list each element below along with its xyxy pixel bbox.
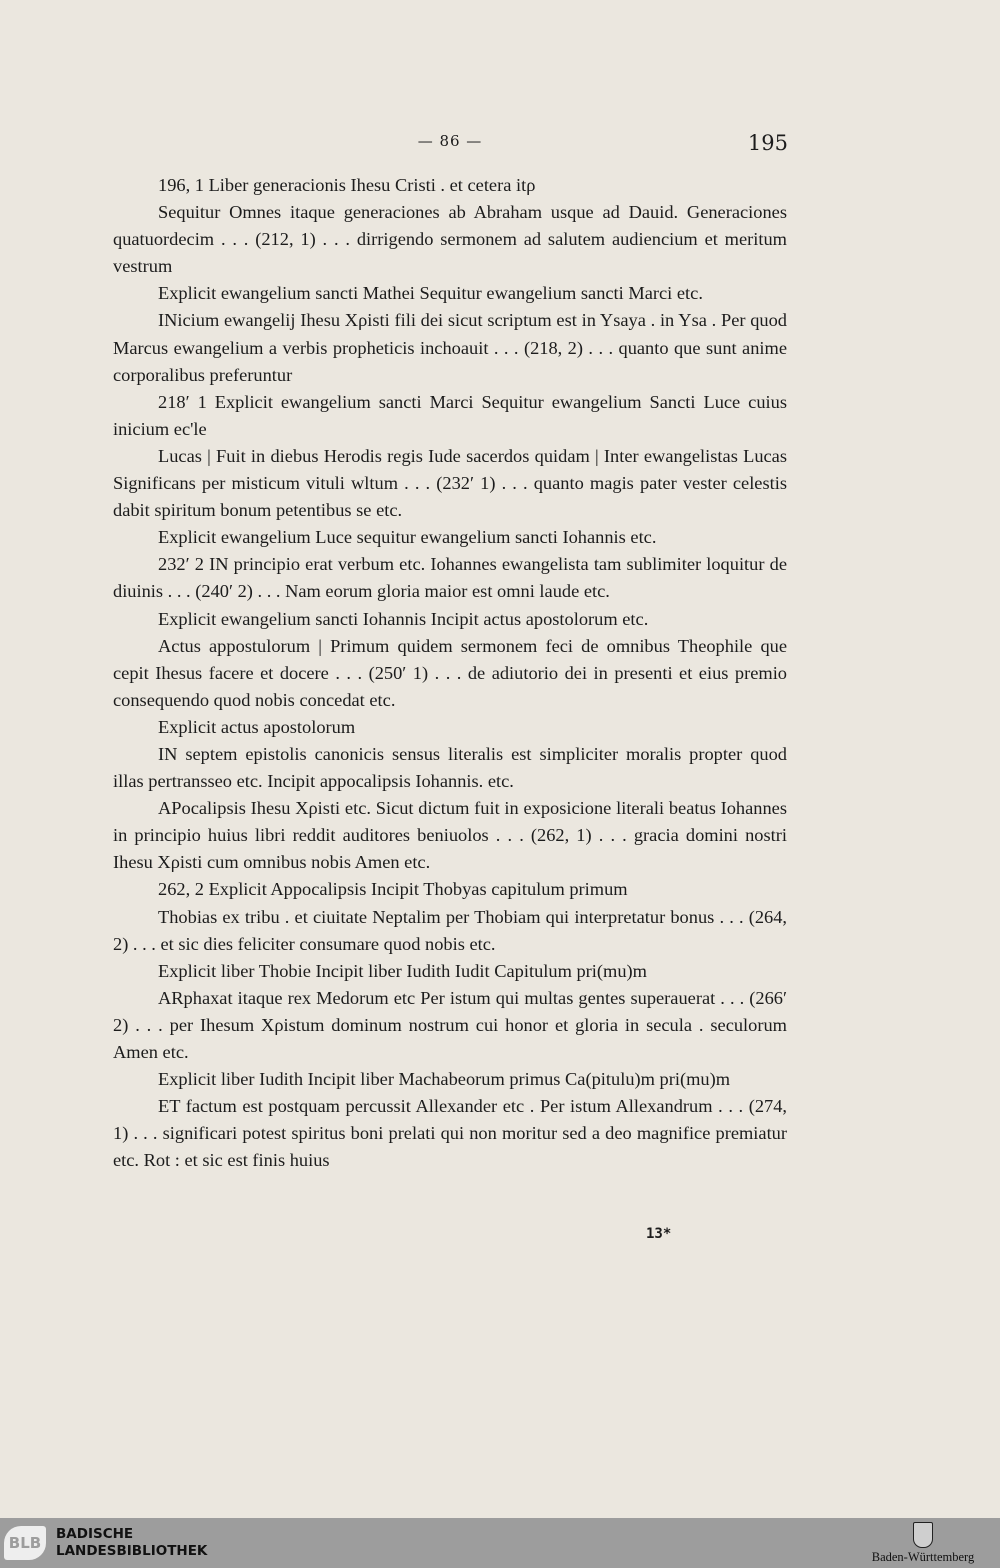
- blb-logo-text: BLB: [8, 1534, 42, 1552]
- paragraph: Thobias ex tribu . et ciuitate Neptalim per Thobiam qui interpretatur bonus . . . (264, 2) . . . et sic dies feliciter consumare quod nobis etc.: [113, 906, 787, 954]
- document-body: [113, 172, 787, 1174]
- paragraph: Explicit actus apostolorum: [158, 716, 356, 737]
- paragraph: Explicit ewangelium sancti Mathei Sequitur ewangelium sancti Marci etc.: [158, 283, 703, 304]
- page-number: 195: [747, 131, 788, 155]
- signature-mark: 13*: [646, 1226, 672, 1242]
- library-name[interactable]: [56, 1526, 207, 1560]
- paragraph: APocalipsis Ihesu Xρisti etc. Sicut dictum fuit in exposicione literali beatus Iohannes in principio huius libri reddit auditores beniuolos . . . (262, 1) . . . gracia domini nostri Ihesu Xρisti cum omnibus nobis Amen etc.: [113, 798, 787, 873]
- paragraph: Actus appostulorum | Primum quidem sermonem feci de omnibus Theophile que cepit Ihesus facere et docere . . . (250′ 1) . . . de adiutorio dei in presenti et eius premio consequendo quod nobis concedat etc.: [113, 635, 787, 710]
- paragraph: 232′ 2 IN principio erat verbum etc. Iohannes ewangelista tam sublimiter loquitur de diuinis . . . (240′ 2) . . . Nam eorum gloria maior est omni laude etc.: [113, 554, 787, 602]
- library-name-line2: LANDESBIBLIOTHEK: [56, 1543, 208, 1559]
- blb-logo[interactable]: [4, 1526, 46, 1560]
- paragraph: 218′ 1 Explicit ewangelium sancti Marci Sequitur ewangelium Sancti Luce cuius inicium ec'le: [113, 391, 787, 439]
- paragraph: Lucas | Fuit in diebus Herodis regis Iude sacerdos quidam | Inter ewangelistas Lucas Significans per misticum vituli wltum . . . (232′ 1) . . . quanto magis pater vester celestis dabit spiritum bonum petentibus se etc.: [113, 445, 787, 521]
- paragraph: Explicit liber Iudith Incipit liber Machabeorum primus Ca(pitulu)m pri(mu)m: [158, 1069, 731, 1090]
- running-header: — 86 —: [417, 132, 483, 150]
- paragraph: Explicit ewangelium sancti Iohannis Incipit actus apostolorum etc.: [158, 608, 649, 629]
- coat-of-arms-icon: [913, 1522, 933, 1548]
- paragraph: Explicit ewangelium Luce sequitur ewangelium sancti Iohannis etc.: [158, 527, 657, 548]
- paragraph: ARphaxat itaque rex Medorum etc Per istum qui multas gentes superauerat . . . (266′ 2) . . . per Ihesum Xρistum dominum nostrum cui honor et gloria in secula . seculorum Amen etc.: [113, 987, 787, 1062]
- footer-bar: [0, 1518, 1000, 1568]
- partner-label: Baden-Württemberg: [871, 1550, 975, 1564]
- paragraph: Explicit liber Thobie Incipit liber Iudith Iudit Capitulum pri(mu)m: [158, 960, 647, 981]
- paragraph: INicium ewangelij Ihesu Xρisti fili dei sicut scriptum est in Ysaya . in Ysa . Per quod Marcus ewangelium a verbis propheticis inchoauit . . . (218, 2) . . . quanto que sunt anime corporalibus preferuntur: [113, 310, 787, 385]
- library-name-line1: BADISCHE: [56, 1526, 134, 1542]
- paragraph: IN septem epistolis canonicis sensus literalis est simpliciter moralis propter quod illas pertransseo etc. Incipit appocalipsis Iohannis. etc.: [113, 743, 787, 792]
- paragraph: 196, 1 Liber generacionis Ihesu Cristi . et cetera itρ: [158, 175, 536, 195]
- baden-wuerttemberg-logo[interactable]: [858, 1522, 988, 1565]
- paragraph: 262, 2 Explicit Appocalipsis Incipit Thobyas capitulum primum: [158, 879, 628, 900]
- paragraph: Sequitur Omnes itaque generaciones ab Abraham usque ad Dauid. Generaciones quatuordecim . . . (212, 1) . . . dirrigendo sermonem ad salutem audiencium et meritum vestrum: [113, 202, 787, 277]
- paragraph: ET factum est postquam percussit Allexander etc . Per istum Allexandrum . . . (274, 1) . . . significari potest spiritus boni prelati qui non moritur sed a deo magnifice premiatur etc. Rot : et sic est finis huius: [113, 1096, 787, 1171]
